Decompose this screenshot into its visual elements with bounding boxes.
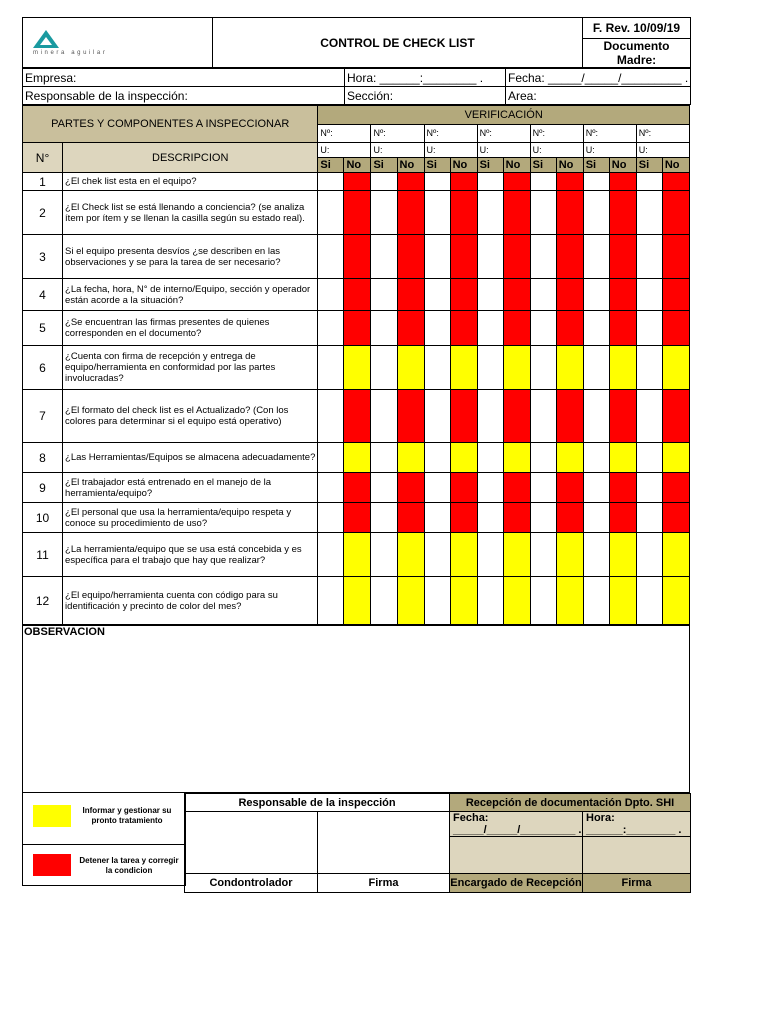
si-check-cell[interactable] — [636, 443, 662, 473]
header-table — [22, 17, 691, 68]
si-check-cell[interactable] — [424, 311, 450, 346]
unit-number-field[interactable]: Nº: — [530, 124, 583, 143]
no-check-cell[interactable] — [344, 577, 371, 625]
no-check-cell[interactable] — [450, 311, 477, 346]
checklist-row — [23, 191, 690, 235]
si-check-cell[interactable] — [636, 390, 662, 443]
no-check-cell[interactable] — [662, 473, 689, 503]
no-check-cell[interactable] — [503, 311, 530, 346]
no-check-cell[interactable] — [450, 191, 477, 235]
si-check-cell[interactable] — [530, 473, 556, 503]
si-check-cell[interactable] — [477, 443, 503, 473]
si-check-cell[interactable] — [636, 235, 662, 279]
si-check-cell[interactable] — [583, 279, 609, 311]
page-title: CONTROL DE CHECK LIST — [213, 18, 583, 68]
no-check-cell[interactable] — [397, 577, 424, 625]
no-check-cell[interactable] — [344, 191, 371, 235]
no-check-cell[interactable] — [662, 443, 689, 473]
item-number: 11 — [23, 533, 63, 577]
item-number: 4 — [23, 279, 63, 311]
checklist-row — [23, 235, 690, 279]
unit-number-field[interactable]: Nº: — [636, 124, 689, 143]
no-check-cell[interactable] — [450, 577, 477, 625]
si-check-cell[interactable] — [583, 346, 609, 390]
si-check-cell[interactable] — [371, 577, 397, 625]
no-check-cell[interactable] — [662, 503, 689, 533]
no-header: No — [556, 158, 583, 173]
si-check-cell[interactable] — [424, 503, 450, 533]
no-check-cell[interactable] — [609, 473, 636, 503]
partes-header: PARTES Y COMPONENTES A INSPECCIONAR — [23, 106, 318, 143]
no-check-cell[interactable] — [503, 533, 530, 577]
checklist-row — [23, 473, 690, 503]
si-header: Si — [318, 158, 344, 173]
recepcion-fecha-field[interactable]: Fecha: _____/_____/_________ . — [450, 812, 583, 837]
item-number: 6 — [23, 346, 63, 390]
si-check-cell[interactable] — [530, 577, 556, 625]
si-check-cell[interactable] — [636, 473, 662, 503]
si-check-cell[interactable] — [371, 279, 397, 311]
documento-madre: Documento Madre: — [583, 39, 691, 68]
no-check-cell[interactable] — [662, 390, 689, 443]
no-check-cell[interactable] — [609, 533, 636, 577]
si-check-cell[interactable] — [318, 443, 344, 473]
no-check-cell[interactable] — [662, 235, 689, 279]
item-description: ¿El chek list esta en el equipo? — [63, 173, 318, 191]
si-check-cell[interactable] — [424, 473, 450, 503]
si-check-cell[interactable] — [583, 235, 609, 279]
checklist-row — [23, 533, 690, 577]
n-header: N° — [23, 143, 63, 173]
si-check-cell[interactable] — [318, 503, 344, 533]
si-check-cell[interactable] — [424, 191, 450, 235]
firma-label: Firma — [318, 874, 450, 893]
si-check-cell[interactable] — [583, 533, 609, 577]
no-header: No — [450, 158, 477, 173]
no-check-cell[interactable] — [556, 311, 583, 346]
no-check-cell[interactable] — [609, 577, 636, 625]
si-check-cell[interactable] — [371, 390, 397, 443]
no-check-cell[interactable] — [344, 235, 371, 279]
no-check-cell[interactable] — [344, 346, 371, 390]
item-description: ¿Se encuentran las firmas presentes de quienes corresponden en el documento? — [63, 311, 318, 346]
item-number: 8 — [23, 443, 63, 473]
si-check-cell[interactable] — [318, 235, 344, 279]
si-check-cell[interactable] — [636, 191, 662, 235]
no-check-cell[interactable] — [556, 173, 583, 191]
no-check-cell[interactable] — [609, 346, 636, 390]
responsable-field[interactable]: Responsable de la inspección: — [23, 87, 345, 105]
no-header: No — [503, 158, 530, 173]
si-check-cell[interactable] — [424, 346, 450, 390]
item-number: 9 — [23, 473, 63, 503]
si-check-cell[interactable] — [530, 346, 556, 390]
si-check-cell[interactable] — [583, 311, 609, 346]
unit-number-field[interactable]: Nº: — [318, 124, 371, 143]
si-check-cell[interactable] — [424, 279, 450, 311]
no-check-cell[interactable] — [450, 279, 477, 311]
item-description: ¿El trabajador está entrenado en el manejo de la herramienta/equipo? — [63, 473, 318, 503]
si-check-cell[interactable] — [530, 235, 556, 279]
recepcion-heading: Recepción de documentación Dpto. SHI — [450, 794, 691, 812]
si-check-cell[interactable] — [477, 533, 503, 577]
controlador-sign-box[interactable] — [185, 812, 318, 874]
si-check-cell[interactable] — [424, 173, 450, 191]
si-check-cell[interactable] — [583, 503, 609, 533]
firma-sign-box[interactable] — [318, 812, 450, 874]
si-check-cell[interactable] — [477, 173, 503, 191]
hora-field[interactable]: Hora: ______:________ . — [345, 69, 506, 87]
no-header: No — [344, 158, 371, 173]
si-check-cell[interactable] — [371, 473, 397, 503]
item-description: ¿Las Herramientas/Equipos se almacena adecuadamente? — [63, 443, 318, 473]
si-check-cell[interactable] — [636, 577, 662, 625]
recepcion-hora-field[interactable]: Hora: ______:________ . — [583, 812, 691, 837]
checklist-row — [23, 173, 690, 191]
si-header: Si — [583, 158, 609, 173]
no-check-cell[interactable] — [503, 346, 530, 390]
no-check-cell[interactable] — [344, 279, 371, 311]
si-check-cell[interactable] — [318, 191, 344, 235]
observacion-label: OBSERVACION — [24, 626, 105, 638]
item-description: ¿El personal que usa la herramienta/equipo respeta y conoce su procedimiento de uso? — [63, 503, 318, 533]
si-check-cell[interactable] — [636, 311, 662, 346]
no-check-cell[interactable] — [397, 173, 424, 191]
si-header: Si — [530, 158, 556, 173]
unit-u-field[interactable]: U: — [371, 143, 424, 158]
no-check-cell[interactable] — [662, 173, 689, 191]
no-check-cell[interactable] — [609, 235, 636, 279]
no-check-cell[interactable] — [662, 577, 689, 625]
item-description: ¿El equipo/herramienta cuenta con código para su identificación y precinto de color del mes? — [63, 577, 318, 625]
legend-yellow-text: Informar y gestionar su pronto tratamiento — [82, 806, 172, 825]
no-check-cell[interactable] — [662, 279, 689, 311]
item-description: ¿La fecha, hora, N° de interno/Equipo, sección y operador están acorde a la situación? — [63, 279, 318, 311]
no-check-cell[interactable] — [609, 173, 636, 191]
si-check-cell[interactable] — [583, 173, 609, 191]
si-check-cell[interactable] — [371, 191, 397, 235]
no-check-cell[interactable] — [609, 191, 636, 235]
unit-number-field[interactable]: Nº: — [477, 124, 530, 143]
si-check-cell[interactable] — [530, 443, 556, 473]
verificacion-header: VERIFICACIÓN — [318, 106, 690, 125]
no-check-cell[interactable] — [450, 473, 477, 503]
no-check-cell[interactable] — [450, 443, 477, 473]
item-description: Si el equipo presenta desvíos ¿se describen en las observaciones y se para la tarea de ser necesario? — [63, 235, 318, 279]
si-check-cell[interactable] — [371, 503, 397, 533]
no-check-cell[interactable] — [556, 279, 583, 311]
legend-red-swatch — [33, 854, 71, 876]
no-check-cell[interactable] — [450, 390, 477, 443]
legend-red-text: Detener la tarea y corregir la condicion — [79, 856, 179, 875]
no-check-cell[interactable] — [503, 191, 530, 235]
encargado-sign-box[interactable] — [450, 837, 583, 874]
no-header: No — [397, 158, 424, 173]
si-check-cell[interactable] — [530, 279, 556, 311]
no-check-cell[interactable] — [397, 279, 424, 311]
item-description: ¿La herramienta/equipo que se usa está concebida y es específica para el trabajo que hay que realizar? — [63, 533, 318, 577]
si-check-cell[interactable] — [318, 279, 344, 311]
logo — [23, 18, 213, 68]
si-check-cell[interactable] — [318, 577, 344, 625]
item-description: ¿El formato del check list es el Actualizado? (Con los colores para determinar si el equipo está operativo) — [63, 390, 318, 443]
unit-number-field[interactable]: Nº: — [583, 124, 636, 143]
si-header: Si — [636, 158, 662, 173]
footer-section — [22, 793, 690, 887]
item-number: 5 — [23, 311, 63, 346]
checklist-row — [23, 311, 690, 346]
item-number: 2 — [23, 191, 63, 235]
firma2-label: Firma — [583, 874, 691, 893]
unit-u-field[interactable]: U: — [318, 143, 371, 158]
firma2-sign-box[interactable] — [583, 837, 691, 874]
si-check-cell[interactable] — [477, 390, 503, 443]
legend-yellow-swatch — [33, 805, 71, 827]
checklist-table — [22, 105, 690, 625]
si-check-cell[interactable] — [424, 235, 450, 279]
checklist-sheet — [22, 17, 690, 887]
signature-table — [184, 793, 691, 893]
si-check-cell[interactable] — [636, 533, 662, 577]
controlador-label: Condontrolador — [185, 874, 318, 893]
si-check-cell[interactable] — [477, 503, 503, 533]
si-check-cell[interactable] — [583, 443, 609, 473]
si-check-cell[interactable] — [477, 311, 503, 346]
checklist-row — [23, 279, 690, 311]
no-check-cell[interactable] — [450, 235, 477, 279]
si-check-cell[interactable] — [371, 533, 397, 577]
checklist-row — [23, 503, 690, 533]
si-check-cell[interactable] — [583, 473, 609, 503]
si-check-cell[interactable] — [636, 503, 662, 533]
no-header: No — [609, 158, 636, 173]
no-check-cell[interactable] — [556, 577, 583, 625]
no-check-cell[interactable] — [397, 533, 424, 577]
no-check-cell[interactable] — [344, 533, 371, 577]
si-check-cell[interactable] — [318, 311, 344, 346]
no-check-cell[interactable] — [344, 503, 371, 533]
si-check-cell[interactable] — [530, 390, 556, 443]
si-check-cell[interactable] — [477, 235, 503, 279]
checklist-row — [23, 390, 690, 443]
si-check-cell[interactable] — [530, 503, 556, 533]
si-header: Si — [371, 158, 397, 173]
no-check-cell[interactable] — [503, 279, 530, 311]
item-number: 10 — [23, 503, 63, 533]
item-number: 12 — [23, 577, 63, 625]
no-check-cell[interactable] — [397, 390, 424, 443]
encargado-label: Encargado de Recepción — [450, 874, 583, 893]
unit-u-field[interactable]: U: — [636, 143, 689, 158]
empresa-field[interactable]: Empresa: — [23, 69, 345, 87]
no-check-cell[interactable] — [397, 443, 424, 473]
checklist-row — [23, 577, 690, 625]
si-check-cell[interactable] — [371, 346, 397, 390]
si-check-cell[interactable] — [424, 533, 450, 577]
si-check-cell[interactable] — [636, 346, 662, 390]
no-check-cell[interactable] — [662, 191, 689, 235]
item-description: ¿Cuenta con firma de recepción y entrega de equipo/herramienta en conformidad por las partes involucradas? — [63, 346, 318, 390]
si-check-cell[interactable] — [318, 346, 344, 390]
no-check-cell[interactable] — [556, 533, 583, 577]
si-check-cell[interactable] — [530, 191, 556, 235]
no-check-cell[interactable] — [556, 191, 583, 235]
si-check-cell[interactable] — [477, 279, 503, 311]
si-check-cell[interactable] — [583, 390, 609, 443]
si-check-cell[interactable] — [530, 311, 556, 346]
si-check-cell[interactable] — [318, 473, 344, 503]
responsable-heading: Responsable de la inspección — [185, 794, 450, 812]
no-check-cell[interactable] — [397, 473, 424, 503]
company-logo-icon — [33, 30, 59, 48]
si-check-cell[interactable] — [371, 311, 397, 346]
no-check-cell[interactable] — [662, 311, 689, 346]
info-table — [22, 68, 691, 105]
no-check-cell[interactable] — [609, 390, 636, 443]
si-check-cell[interactable] — [318, 390, 344, 443]
item-number: 3 — [23, 235, 63, 279]
si-header: Si — [477, 158, 503, 173]
si-check-cell[interactable] — [318, 173, 344, 191]
si-check-cell[interactable] — [636, 173, 662, 191]
si-check-cell[interactable] — [424, 390, 450, 443]
unit-number-field[interactable]: Nº: — [424, 124, 477, 143]
no-check-cell[interactable] — [662, 346, 689, 390]
checklist-row — [23, 346, 690, 390]
si-header: Si — [424, 158, 450, 173]
item-description: ¿El Check list se está llenando a conciencia? (se analiza ítem por ítem y se llenan la casilla según su estado real). — [63, 191, 318, 235]
no-check-cell[interactable] — [450, 503, 477, 533]
no-check-cell[interactable] — [503, 390, 530, 443]
no-check-cell[interactable] — [556, 503, 583, 533]
no-check-cell[interactable] — [344, 443, 371, 473]
unit-u-field[interactable]: U: — [424, 143, 477, 158]
no-check-cell[interactable] — [450, 173, 477, 191]
unit-u-field[interactable]: U: — [530, 143, 583, 158]
si-check-cell[interactable] — [371, 443, 397, 473]
no-check-cell[interactable] — [503, 577, 530, 625]
no-check-cell[interactable] — [344, 311, 371, 346]
item-number: 7 — [23, 390, 63, 443]
no-check-cell[interactable] — [397, 311, 424, 346]
si-check-cell[interactable] — [424, 443, 450, 473]
no-check-cell[interactable] — [556, 473, 583, 503]
no-check-cell[interactable] — [662, 533, 689, 577]
si-check-cell[interactable] — [636, 279, 662, 311]
no-check-cell[interactable] — [397, 503, 424, 533]
no-check-cell[interactable] — [503, 443, 530, 473]
si-check-cell[interactable] — [318, 533, 344, 577]
si-check-cell[interactable] — [424, 577, 450, 625]
no-check-cell[interactable] — [556, 346, 583, 390]
checklist-row — [23, 443, 690, 473]
no-check-cell[interactable] — [344, 173, 371, 191]
no-check-cell[interactable] — [344, 390, 371, 443]
no-check-cell[interactable] — [556, 390, 583, 443]
descripcion-header: DESCRIPCION — [63, 143, 318, 173]
unit-u-field[interactable]: U: — [477, 143, 530, 158]
no-check-cell[interactable] — [503, 503, 530, 533]
observacion-table — [22, 625, 690, 793]
no-check-cell[interactable] — [397, 346, 424, 390]
si-check-cell[interactable] — [583, 191, 609, 235]
no-check-cell[interactable] — [609, 503, 636, 533]
unit-number-field[interactable]: Nº: — [371, 124, 424, 143]
no-check-cell[interactable] — [609, 311, 636, 346]
no-check-cell[interactable] — [397, 235, 424, 279]
unit-u-field[interactable]: U: — [583, 143, 636, 158]
no-check-cell[interactable] — [609, 279, 636, 311]
observacion-box[interactable] — [23, 626, 690, 793]
seccion-field[interactable]: Sección: — [345, 87, 506, 105]
no-check-cell[interactable] — [503, 173, 530, 191]
si-check-cell[interactable] — [371, 173, 397, 191]
fecha-field[interactable]: Fecha: _____/_____/_________ . — [506, 69, 691, 87]
no-check-cell[interactable] — [609, 443, 636, 473]
si-check-cell[interactable] — [530, 533, 556, 577]
revision-date: F. Rev. 10/09/19 — [583, 18, 691, 39]
si-check-cell[interactable] — [477, 346, 503, 390]
si-check-cell[interactable] — [583, 577, 609, 625]
no-header: No — [662, 158, 689, 173]
item-number: 1 — [23, 173, 63, 191]
no-check-cell[interactable] — [450, 533, 477, 577]
no-check-cell[interactable] — [397, 191, 424, 235]
no-check-cell[interactable] — [503, 235, 530, 279]
no-check-cell[interactable] — [556, 443, 583, 473]
si-check-cell[interactable] — [477, 577, 503, 625]
si-check-cell[interactable] — [371, 235, 397, 279]
no-check-cell[interactable] — [450, 346, 477, 390]
si-check-cell[interactable] — [530, 173, 556, 191]
no-check-cell[interactable] — [503, 473, 530, 503]
area-field[interactable]: Area: — [506, 87, 691, 105]
no-check-cell[interactable] — [556, 235, 583, 279]
si-check-cell[interactable] — [477, 191, 503, 235]
logo-text: minera aguilar — [33, 49, 108, 56]
no-check-cell[interactable] — [344, 473, 371, 503]
legend-box — [22, 793, 186, 886]
si-check-cell[interactable] — [477, 473, 503, 503]
